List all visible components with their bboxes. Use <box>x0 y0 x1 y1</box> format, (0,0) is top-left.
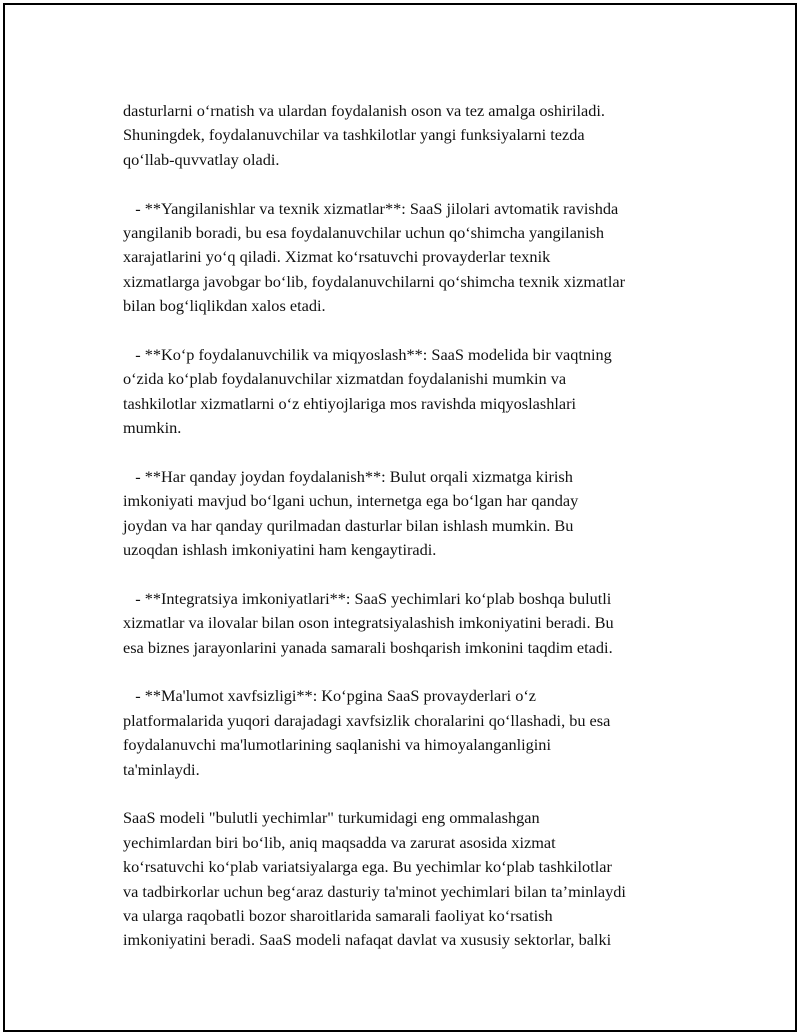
text-line: foydalanuvchi ma'lumotlarining saqlanishi va himoyalanganligini <box>123 735 551 755</box>
paragraph-gap <box>123 660 703 684</box>
paragraph-multiuser <box>123 343 703 441</box>
text-line: - **Ma'lumot xavfsizligi**: Ko‘pgina SaaS provayderlari o‘z <box>123 686 537 706</box>
paragraph-data-security <box>123 684 703 782</box>
paragraph-gap <box>123 319 703 343</box>
text-line: imkoniyatini beradi. SaaS modeli nafaqat davlat va xususiy sektorlar, balki <box>123 930 612 950</box>
text-line: - **Yangilanishlar va texnik xizmatlar**: SaaS jilolari avtomatik ravishda <box>123 198 619 218</box>
text-line: qo‘llab-quvvatlay oladi. <box>123 149 280 169</box>
text-line: SaaS modeli "bulutli yechimlar" turkumidagi eng ommalashgan <box>123 808 540 828</box>
paragraph-gap <box>123 172 703 196</box>
text-line: ta'minlaydi. <box>123 759 200 779</box>
text-line: va tadbirkorlar uchun beg‘araz dasturiy ta'minot yechimlari bilan ta’minlaydi <box>123 881 626 901</box>
text-line: Shuningdek, foydalanuvchilar va tashkilotlar yangi funksiyalarni tezda <box>123 125 585 145</box>
text-line: mumkin. <box>123 418 182 438</box>
paragraph-gap <box>123 562 703 586</box>
paragraph-gap <box>123 440 703 464</box>
text-line: dasturlarni o‘rnatish va ulardan foydalanish oson va tez amalga oshiriladi. <box>123 101 605 120</box>
paragraph-updates <box>123 197 703 319</box>
paragraph-intro-continuation <box>123 99 703 172</box>
paragraph-gap <box>123 782 703 806</box>
text-line: uzoqdan ishlash imkoniyatini ham kengaytiradi. <box>123 540 437 560</box>
paragraph-integration <box>123 587 703 660</box>
text-line: yechimlardan biri bo‘lib, aniq maqsadda va zarurat asosida xizmat <box>123 832 556 852</box>
text-line: o‘zida ko‘plab foydalanuvchilar xizmatdan foydalanishi mumkin va <box>123 369 567 389</box>
page-frame <box>3 3 797 1032</box>
text-line: xarajatlarini yo‘q qiladi. Xizmat ko‘rsatuvchi provayderlar texnik <box>123 247 551 267</box>
text-line: xizmatlar va ilovalar bilan oson integratsiyalashish imkoniyatini beradi. Bu <box>123 613 614 633</box>
text-line: bilan bog‘liqlikdan xalos etadi. <box>123 296 326 316</box>
text-line: joydan va har qanday qurilmadan dasturlar bilan ishlash mumkin. Bu <box>123 515 574 535</box>
text-line: va ularga raqobatli bozor sharoitlarida samarali faoliyat ko‘rsatish <box>123 905 553 925</box>
text-line: esa biznes jarayonlarini yanada samarali boshqarish imkonini taqdim etadi. <box>123 637 613 657</box>
paragraph-anywhere-access <box>123 465 703 563</box>
document-body <box>123 99 703 953</box>
text-line: platformalarida yuqori darajadagi xavfsizlik choralarini qo‘llashadi, bu esa <box>123 710 611 730</box>
text-line: ko‘rsatuvchi ko‘plab variatsiyalarga ega. Bu yechimlar ko‘plab tashkilotlar <box>123 857 612 877</box>
text-line: - **Har qanday joydan foydalanish**: Bulut orqali xizmatga kirish <box>123 466 573 486</box>
text-line: - **Ko‘p foydalanuvchilik va miqyoslash**: SaaS modelida bir vaqtning <box>123 344 612 364</box>
text-line: - **Integratsiya imkoniyatlari**: SaaS yechimlari ko‘plab boshqa bulutli <box>123 588 612 608</box>
paragraph-saas-summary <box>123 806 703 952</box>
text-line: yangilanib boradi, bu esa foydalanuvchilar uchun qo‘shimcha yangilanish <box>123 222 605 242</box>
text-line: imkoniyati mavjud bo‘lgani uchun, internetga ega bo‘lgan har qanday <box>123 491 579 511</box>
text-line: xizmatlarga javobgar bo‘lib, foydalanuvchilarni qo‘shimcha texnik xizmatlar <box>123 271 625 291</box>
text-line: tashkilotlar xizmatlarni o‘z ehtiyojlariga mos ravishda miqyoslashlari <box>123 393 577 413</box>
